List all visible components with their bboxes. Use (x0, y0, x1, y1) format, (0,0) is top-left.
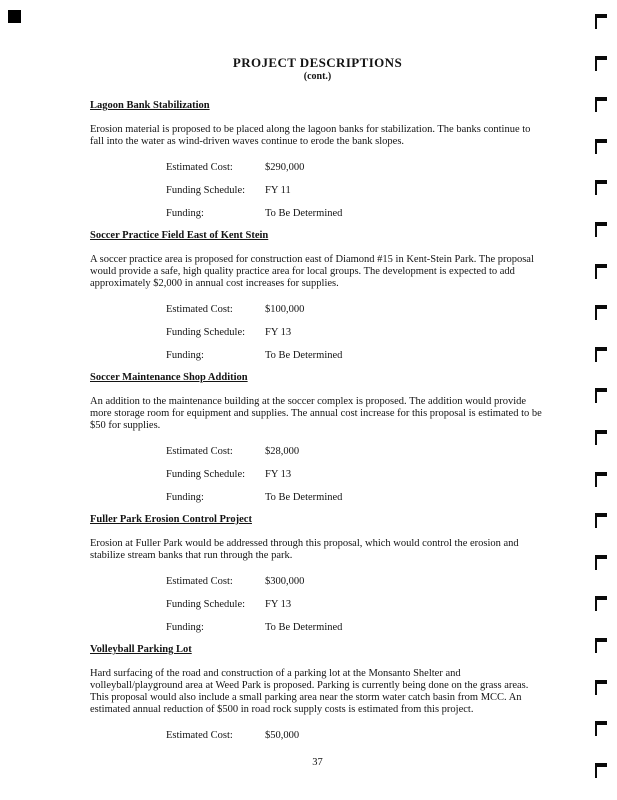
section-heading: Soccer Practice Field East of Kent Stein (90, 230, 269, 241)
detail-value: To Be Determined (265, 350, 343, 361)
detail-rows (90, 576, 545, 634)
detail-rows (90, 304, 545, 362)
detail-label: Estimated Cost: (166, 162, 233, 173)
detail-label: Estimated Cost: (166, 304, 233, 315)
section-body-text: Hard surfacing of the road and construction of a parking lot at the Monsanto Shelter and volleyball/playground area at Weed Park is proposed. Parking is currently being done on the grass areas. This proposal would also include a small parking area near the storm water catch basin from MCC. An estimated annual reduction of $500 in road rock supply costs is estimated from this project. (90, 668, 529, 715)
detail-label: Estimated Cost: (166, 576, 233, 587)
detail-label: Funding: (166, 622, 204, 633)
section-body-text: Erosion at Fuller Park would be addressed through this proposal, which would control the erosion and stabilize stream banks that run through the park. (90, 538, 519, 561)
detail-row (90, 185, 545, 197)
detail-label: Estimated Cost: (166, 446, 233, 457)
binding-mark-artifact (595, 472, 607, 487)
binding-mark-artifact (595, 430, 607, 445)
detail-value: $50,000 (265, 730, 300, 741)
detail-row (90, 304, 545, 316)
detail-label: Funding: (166, 492, 204, 503)
binding-mark-artifact (595, 596, 607, 611)
binding-mark-artifact (595, 180, 607, 195)
detail-label: Funding Schedule: (166, 185, 246, 196)
detail-row (90, 492, 545, 504)
detail-row (90, 350, 545, 362)
binding-mark-artifact (595, 97, 607, 112)
detail-row (90, 327, 545, 339)
binding-mark-artifact (595, 56, 607, 71)
section-body-text: Erosion material is proposed to be placed along the lagoon banks for stabilization. The banks continue to fall into the water as wind-driven waves continue to erode the bank slopes. (90, 124, 531, 147)
detail-value: $290,000 (265, 162, 305, 173)
detail-row (90, 599, 545, 611)
page-number: 37 (312, 757, 323, 768)
detail-label: Funding Schedule: (166, 469, 246, 480)
detail-value: To Be Determined (265, 208, 343, 219)
detail-value: FY 13 (265, 327, 292, 338)
detail-label: Funding Schedule: (166, 599, 246, 610)
project-section (90, 100, 545, 220)
detail-row (90, 622, 545, 634)
detail-row (90, 730, 545, 742)
detail-row (90, 576, 545, 588)
project-section (90, 372, 545, 504)
binding-mark-artifact (595, 14, 607, 29)
section-heading: Fuller Park Erosion Control Project (90, 514, 252, 525)
detail-label: Funding: (166, 208, 204, 219)
scan-corner-square-artifact (8, 10, 21, 23)
detail-value: FY 13 (265, 469, 292, 480)
detail-rows (90, 730, 545, 742)
detail-rows (90, 162, 545, 220)
section-body-text: An addition to the maintenance building at the soccer complex is proposed. The addition would provide more storage room for equipment and supplies. The annual cost increase for this proposal is estimated to be $50 for supplies. (90, 396, 542, 431)
detail-label: Funding Schedule: (166, 327, 246, 338)
detail-label: Estimated Cost: (166, 730, 233, 741)
title-block (90, 56, 545, 83)
binding-mark-artifact (595, 721, 607, 736)
binding-mark-artifact (595, 264, 607, 279)
detail-row (90, 162, 545, 174)
binding-mark-artifact (595, 347, 607, 362)
binding-mark-artifact (595, 139, 607, 154)
project-section (90, 230, 545, 362)
binding-mark-artifact (595, 763, 607, 778)
detail-value: FY 13 (265, 599, 292, 610)
detail-value: FY 11 (265, 185, 291, 196)
binding-mark-artifact (595, 680, 607, 695)
project-sections (90, 100, 545, 742)
section-heading: Soccer Maintenance Shop Addition (90, 372, 248, 383)
section-heading: Volleyball Parking Lot (90, 644, 192, 655)
detail-value: $28,000 (265, 446, 300, 457)
section-heading: Lagoon Bank Stabilization (90, 100, 210, 111)
detail-rows (90, 446, 545, 504)
detail-value: To Be Determined (265, 622, 343, 633)
document-content (90, 56, 545, 769)
binding-mark-artifact (595, 305, 607, 320)
project-section (90, 514, 545, 634)
detail-value: $300,000 (265, 576, 305, 587)
binding-mark-artifact (595, 638, 607, 653)
binding-mark-artifact (595, 388, 607, 403)
detail-row (90, 446, 545, 458)
detail-value: To Be Determined (265, 492, 343, 503)
binding-mark-artifact (595, 555, 607, 570)
binding-mark-artifact (595, 513, 607, 528)
section-body-text: A soccer practice area is proposed for construction east of Diamond #15 in Kent-Stein Park. The proposal would provide a safe, high quality practice area for local groups. The development is expected to add approximately $2,000 in annual cost increases for supplies. (90, 254, 534, 289)
detail-label: Funding: (166, 350, 204, 361)
detail-row (90, 469, 545, 481)
binding-mark-artifact (595, 222, 607, 237)
project-section (90, 644, 545, 742)
detail-value: $100,000 (265, 304, 305, 315)
page-subtitle: (cont.) (303, 71, 332, 82)
detail-row (90, 208, 545, 220)
page-title: PROJECT DESCRIPTIONS (232, 55, 403, 70)
